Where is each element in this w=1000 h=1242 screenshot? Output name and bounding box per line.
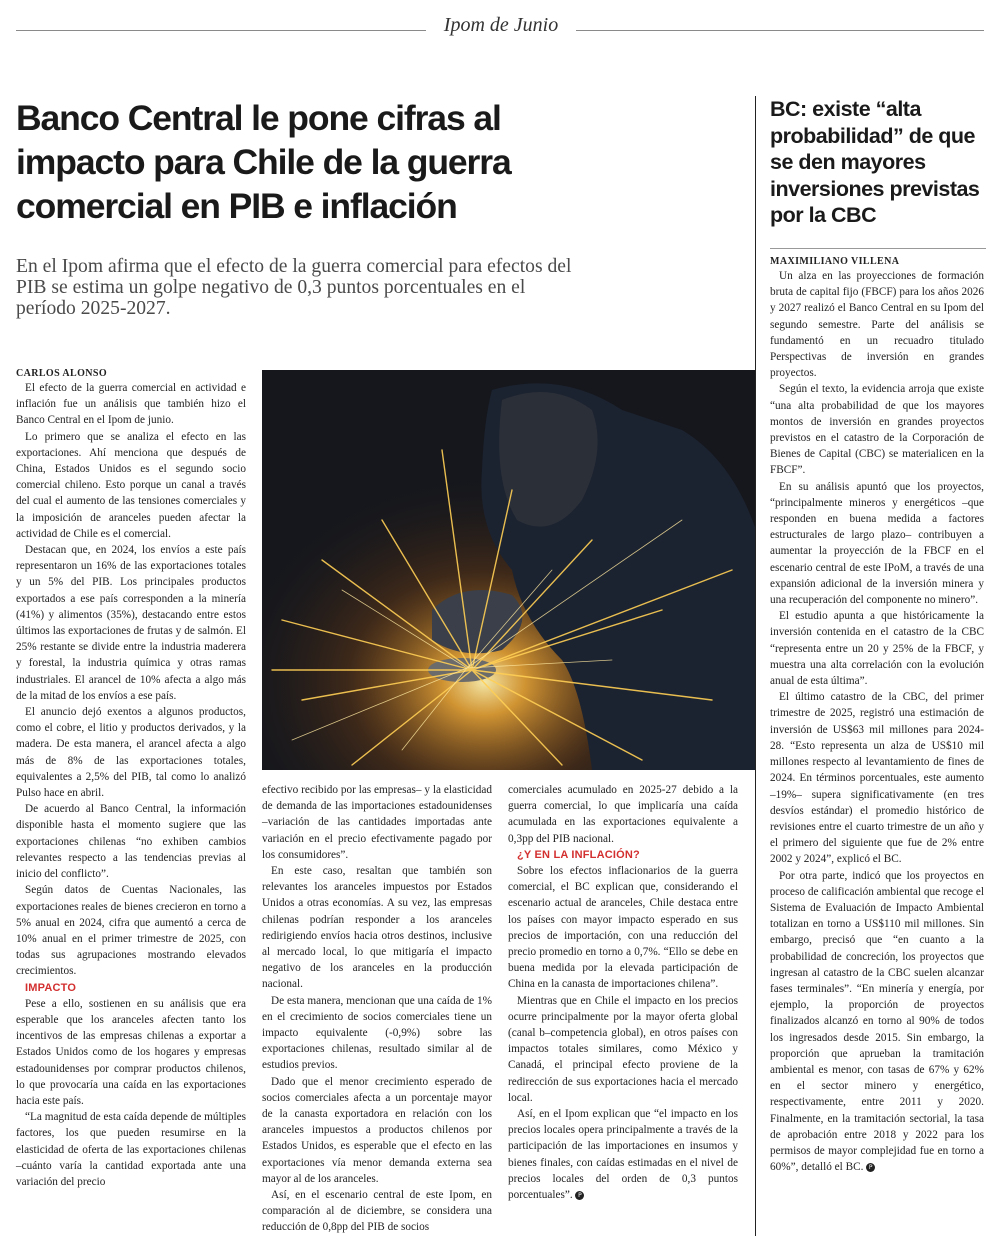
paragraph: El estudio apunta a que históricamente la inversión contenida en el catastro de la CBC “representa entre un 20 y 25% de la FBCF, y muestra una alta correlación con la evolución anual de esta última”. [770,610,984,688]
welder-sparks-illustration [262,370,756,770]
sidebar-byline: MAXIMILIANO VILLENA [770,256,900,267]
paragraph: Por otra parte, indicó que los proyectos en proceso de calificación ambiental que recoge el Sistema de Evaluación de Impacto Ambiental totalizan en torno a US$110 mil millones. Sin embargo, precisó que “en cuanto a la probabilidad de concreción, los proyectos que ingresan al catastro de la CBC suelen alcanzar fases terminales”. “En minería y energía, por ejemplo, la proporción de proyectos finalizados alcanzó en torno al 90% de todos los ingresados desde 2015. Sin embargo, la proporción que aprueban la tramitación ambiental es menor, con tasas de 67% y 62% en el sector minero y energético, respectivamente, entre 2011 y 2020. Finalmente, en la tramitación sectorial, la tasa de aprobación entre 2018 y 2022 para los permisos de mayor complejidad fue en torno a 60%”, detalló el BC. P [770,869,984,1174]
paragraph: En este caso, resaltan que también son relevantes los aranceles impuestos por Estados Unidos a otras economías. A su vez, las empresas chilenas podrían responder a los aranceles redirigiendo envíos hacia otros destinos, inclusive al mercado local, lo que mitigaría el impacto negativo de los aranceles en la producción nacional. [262,865,492,991]
subhead-impacto: IMPACTO [25,981,77,994]
sidebar-title: BC: existe “alta probabilidad” de que se den mayores inversiones previstas por la CBC [770,97,980,227]
sidebar-rule [770,248,986,249]
paragraph: Dado que el menor crecimiento esperado de socios comerciales afecta a un porcentaje mayor de la canasta exportadora en relación con los aranceles impuestos a productos chilenos por Estados Unidos, es esperable que el efecto en las exportaciones vía menor demanda externa sea mayor al de los aranceles. [262,1075,492,1185]
paragraph: “La magnitud de esta caída depende de múltiples factores, los que pueden resumirse en la elasticidad de oferta de las exportaciones chilenas –cuánto varía la cantidad exportada ante una variación del precio [16,1111,246,1188]
sidebar-column [770,268,984,1175]
paragraph: El anuncio dejó exentos a algunos productos, como el cobre, el litio y productos derivados, y la madera. De esta manera, el arancel afecta a algo más de 8% de las exportaciones totales, equivalentes a 2,5% del PIB, tal como lo analizó Pulso hace en abril. [16,706,246,800]
byline: CARLOS ALONSO [16,368,108,379]
article-column-1 [16,380,246,1190]
article-column-3 [508,782,738,1203]
paragraph: Según datos de Cuentas Nacionales, las exportaciones reales de bienes crecieron en torno a 5% anual en 2024, cifra que aumentó a cerca de 10% anual en el primer trimestre de 2025, con todas sus agrupaciones mostrando elevados crecimientos. [16,884,246,978]
paragraph: En su análisis apuntó que los proyectos, “principalmente mineros y energéticos –que responden en buena medida a factores estructurales de largo plazo– contribuyen a aumentar la proyección de la FBCF en el escenario central de este IPoM, a través de una expansión adicional de la inversión minera y una recuperación del componente no minero”. [770,480,984,607]
article-column-2 [262,782,492,1236]
paragraph: Según el texto, la evidencia arroja que existe “una alta probabilidad de que los mayores montos de inversión en grandes proyectos previstos en el catastro de la Corporación de Bienes de Capital (CBC) se materialicen en la FBCF”. [770,383,984,477]
end-mark-icon: P [866,1163,875,1172]
paragraph: El último catastro de la CBC, del primer trimestre de 2025, registró una estimación de inversión de US$63 mil millones para 2024-28. “Esto representa un alza de US$10 mil millones respecto al levantamiento de fines de 2024. En términos porcentuales, este aumento –19%– supera significativamente (en tres desvíos estándar) el promedio histórico de revisiones entre el cuarto trimestre de un año y el primero del siguiente que fue de 2% entre 2002 y 2024”, explicó el BC. [770,691,984,866]
paragraph: Así, en el Ipom explican que “el impacto en los precios locales opera principalmente a través de la participación de las importaciones en insumos y bienes finales, con caídas estimadas en el nivel de precios locales del orden de 0,3 puntos porcentuales”. P [508,1108,738,1202]
paragraph: De esta manera, mencionan que una caída de 1% en el crecimiento de socios comerciales tiene un impacto equivalente (-0,9%) sobre las exportaciones chilenas, resultado similar al de estudios previos. [262,994,492,1072]
welding-photo [262,370,756,770]
paragraph: Así, en el escenario central de este Ipom, en comparación al de diciembre, se considera una reducción de 0,8pp del PIB de socios [262,1189,492,1234]
end-mark-icon: P [575,1191,584,1200]
header-rule-left [16,30,426,31]
sidebar-divider [755,96,756,1236]
paragraph: Sobre los efectos inflacionarios de la guerra comercial, el BC explican que, considerando el escenario actual de aranceles, Chile destaca entre los países con mayor impacto esperado en sus precios de importación, con una reducción del precio promedio en torno a 0,7%. “Ello se debe en buena medida por la elevada participación de China en la canasta de importaciones chilena”. [508,865,738,991]
section-title: Ipom de Junio [443,14,559,36]
paragraph: efectivo recibido por las empresas– y la elasticidad de demanda de las importaciones estadounidenses –variación de las cantidades importadas ante variación en el precio efectivamente pagado por los consumidores”. [262,784,492,861]
paragraph: Destacan que, en 2024, los envíos a este país representaron un 16% de las exportaciones totales y un 5% del PIB. Los principales productos exportados a ese país corresponden a la minería (41%) y alimentos (35%), destacando entre estos últimos las exportaciones de frutas y de salmón. El 25% restante se divide entre la industria maderera y forestal, la industria química y otras ramas industriales. El arancel de 10% afecta a algo más de la mitad de los envíos a ese país. [16,544,246,702]
paragraph: El efecto de la guerra comercial en actividad e inflación fue un análisis que también hizo el Banco Central en el Ipom de junio. [16,382,246,427]
subhead-inflacion: ¿Y EN LA INFLACIÓN? [517,848,640,861]
paragraph: comerciales acumulado en 2025-27 debido a la guerra comercial, lo que implicaría una caída acumulada en las exportaciones equivalente a 0,3pp del PIB nacional. [508,784,738,845]
header-rule-right [576,30,984,31]
paragraph: Un alza en las proyecciones de formación bruta de capital fijo (FBCF) para los años 2026 y 2027 realizó el Banco Central en su Ipom del segundo semestre. Parte del análisis se fundamentó en un recuadro titulado Perspectivas de inversión en grandes proyectos. [770,270,984,380]
headline: Banco Central le pone cifras al impacto para Chile de la guerra comercial en PIB e inflación [16,98,511,226]
paragraph: Mientras que en Chile el impacto en los precios ocurre principalmente por la mayor oferta global (canal b–competencia global), en otros países con impactos totales similares, como México y Canadá, el principal efecto proviene de la redirección de sus exportaciones hacia el mercado local. [508,994,738,1104]
paragraph: Lo primero que se analiza el efecto en las exportaciones. Ahí menciona que después de China, Estados Unidos es el segundo socio comercial chileno. Esto porque un canal a través del cual el aumento de las tensiones comerciales y la imposición de aranceles pueden afectar la actividad de Chile es el comercial. [16,430,246,540]
paragraph: Pese a ello, sostienen en su análisis que era esperable que los aranceles afecten tanto los incentivos de las empresas chilenas a exportar a Estados Unidos como de los hogares y empresas estadounidenses por comprar productos chilenos, lo que provocaría una caída en las exportaciones hacia este país. [16,997,246,1107]
lead-paragraph: En el Ipom afirma que el efecto de la guerra comercial para efectos del PIB se estima un golpe negativo de 0,3 puntos porcentuales en el período 2025-2027. [16,256,572,319]
paragraph: De acuerdo al Banco Central, la información disponible hasta el momento sugiere que las exportaciones chilenas “no exhiben cambios relevantes respecto a las tendencias previas al inicio del conflicto”. [16,803,246,881]
